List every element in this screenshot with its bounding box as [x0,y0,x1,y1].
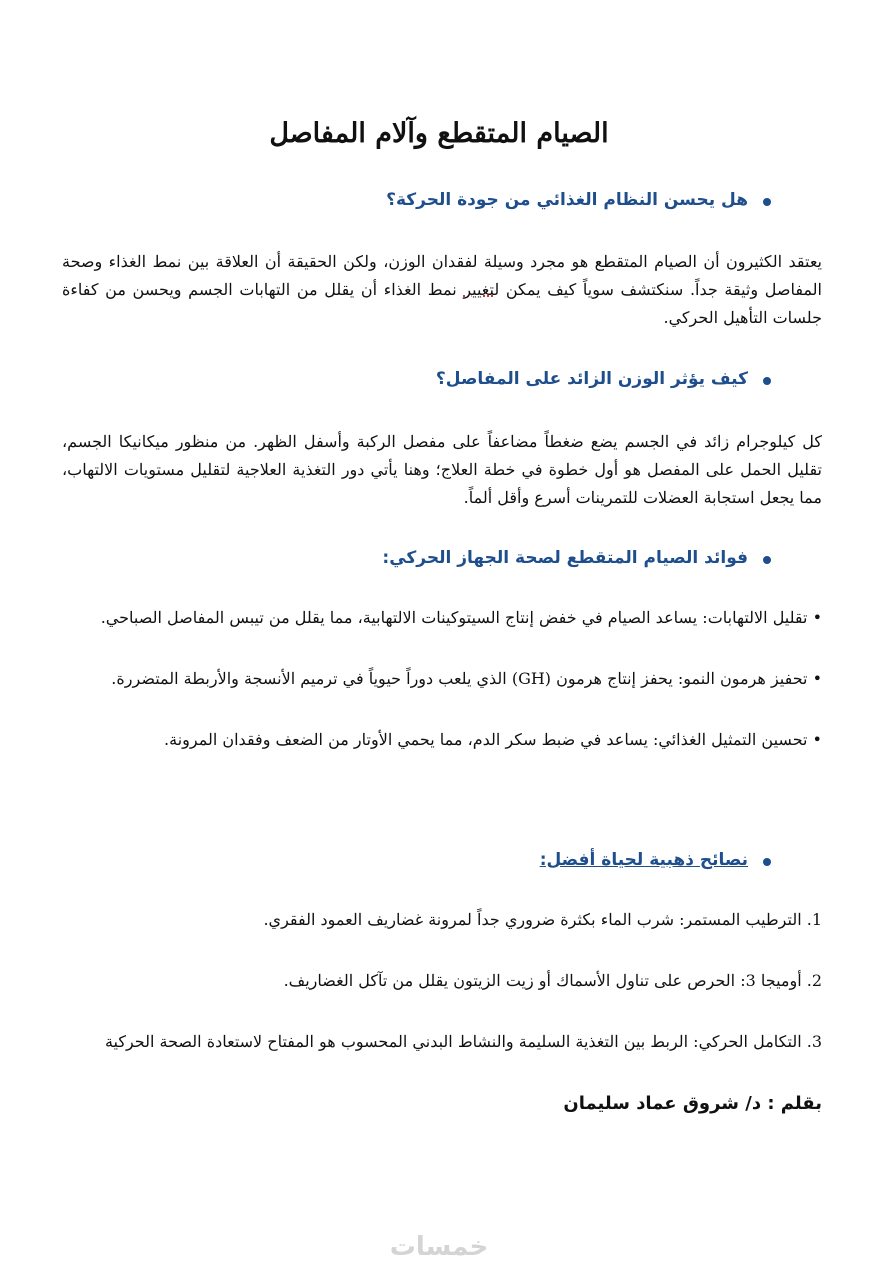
section-heading-tips [540,850,748,870]
section-paragraph-diet [62,248,822,332]
benefit-item: • تحسين التمثيل الغذائي: يساعد في ضبط سكر الدم، مما يحمي الأوتار من الضعف وفقدان المرونة. [164,730,822,749]
section-heading-benefits: فوائد الصيام المتقطع لصحة الجهاز الحركي: [382,548,748,568]
tip-item: 2. أوميجا 3: الحرص على تناول الأسماك أو زيت الزيتون يقلل من تآكل الغضاريف. [283,971,822,990]
tip-item: 3. التكامل الحركي: الربط بين التغذية السليمة والنشاط البدني المحسوب هو المفتاح لاستعادة الصحة الحركية [104,1032,822,1051]
bullet-icon [763,556,771,564]
tips-heading-text: نصائح ذهبية لحياة أفضل: [539,850,748,870]
page-title: الصيام المتقطع وآلام المفاصل [269,118,609,149]
paragraph-text: نمط الغذاء أن يقلل من التهابات الجسم ويحسن من كفاءة جلسات التأهيل الحركي. [62,280,822,327]
bullet-icon [763,377,771,385]
bullet-icon [763,198,771,206]
watermark-logo: خمسات [389,1232,489,1262]
section-heading-diet: هل يحسن النظام الغذائي من جودة الحركة؟ [386,190,748,210]
author-signature: بقلم : د/ شروق عماد سليمان [563,1093,822,1114]
paragraph-text: يعتقد الكثيرون أن الصيام المتقطع هو مجرد وسيلة لفقدان الوزن، ولكن الحقيقة أن العلاقة بين نمط الغذاء وصحة المفاصل وثيقة جداً. سنكتشف سوياً كيف يمكن ل [62,252,822,299]
section-paragraph-weight: كل كيلوجرام زائد في الجسم يضع ضغطاً مضاعفاً على مفصل الركبة وأسفل الظهر. من منظور ميكانيكا الجسم، تقليل الحمل على المفصل هو أول خطوة في خطة العلاج؛ وهنا يأتي دور التغذية العلاجية لتقليل مستويات الالتهاب، مما يجعل استجابة العضلات للتمرينات أسرع وأقل ألماً. [62,432,822,507]
bullet-icon [763,858,771,866]
spellcheck-word: تغيير [463,280,495,299]
benefit-item: • تقليل الالتهابات: يساعد الصيام في خفض إنتاج السيتوكينات الالتهابية، مما يقلل من تيبس المفاصل الصباحي. [100,608,822,627]
section-heading-weight: كيف يؤثر الوزن الزائد على المفاصل؟ [435,369,748,389]
benefit-item: • تحفيز هرمون النمو: يحفز إنتاج هرمون (GH) الذي يلعب دوراً حيوياً في ترميم الأنسجة والأربطة المتضررة. [111,669,822,688]
tip-item: 1. الترطيب المستمر: شرب الماء بكثرة ضروري جداً لمرونة غضاريف العمود الفقري. [263,910,822,929]
